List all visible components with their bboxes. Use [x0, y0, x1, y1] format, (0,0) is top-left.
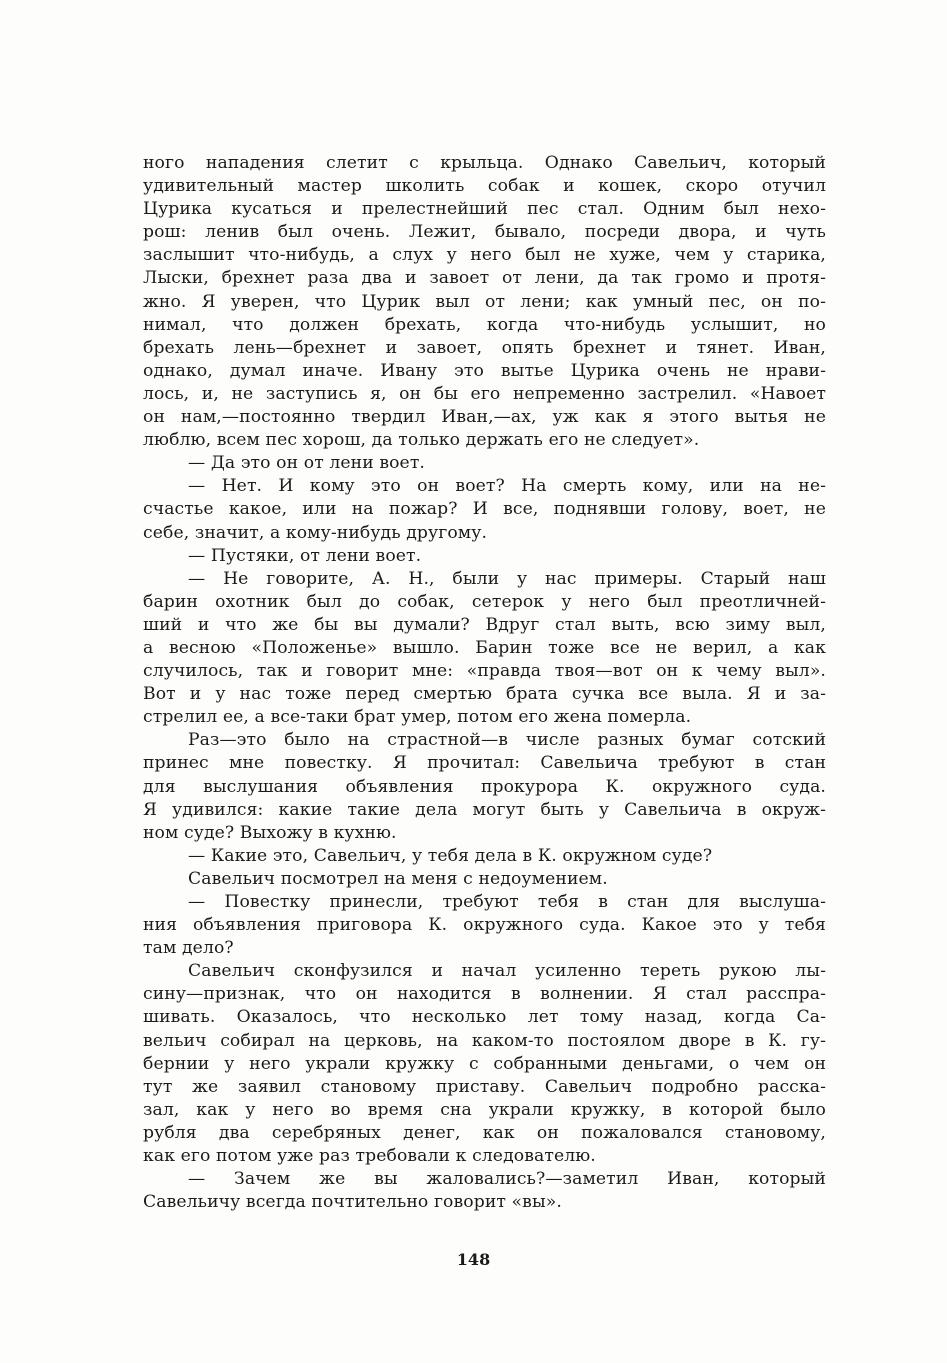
text-line: сину—признак, что он находится в волнении. Я стал расспра- — [143, 984, 826, 1005]
text-line: случилось, так и говорит мне: «правда твоя—вот он к чему выл». — [143, 661, 826, 682]
text-line: — Какие это, Савельич, у тебя дела в К. окружном суде? — [188, 845, 713, 866]
text-line: жно. Я уверен, что Цурик выл от лени; как умный пес, он по- — [143, 291, 826, 312]
text-line: брехать лень—брехнет и завоет, опять брехнет и тянет. Иван, — [143, 337, 826, 358]
text-line: вельич собирал на церковь, на каком-то постоялом дворе в К. гу- — [143, 1030, 826, 1051]
text-line: удивительный мастер школить собак и кошек, скоро отучил — [143, 176, 826, 197]
text-line: Лыски, брехнет раза два и завоет от лени, да так громо и протя- — [143, 268, 826, 289]
text-line: — Да это он от лени воет. — [188, 453, 425, 474]
text-line: стрелил ее, а все-таки брат умер, потом его жена померла. — [143, 707, 692, 728]
body-text — [143, 152, 826, 1214]
text-line: ном суде? Выхожу в кухню. — [143, 822, 397, 843]
text-line: принес мне повестку. Я прочитал: Савельича требуют в стан — [143, 753, 826, 774]
text-line: Савельичу всегда почтительно говорит «вы». — [143, 1192, 562, 1213]
text-line: ния объявления приговора К. окружного суда. Какое это у тебя — [143, 915, 826, 936]
text-line: рош: ленив был очень. Лежит, бывало, посреди двора, и чуть — [143, 222, 826, 243]
text-line: ного нападения слетит с крыльца. Однако Савельич, который — [143, 153, 826, 173]
text-line: Я удивился: какие такие дела могут быть у Савельича в окруж- — [143, 799, 826, 820]
text-line: Цурика кусаться и прелестнейший пес стал. Одним был нехо- — [143, 199, 826, 220]
text-line: Раз—это было на страстной—в числе разных бумаг сотский — [188, 730, 826, 751]
text-line: как его потом уже раз требовали к следователю. — [143, 1146, 596, 1167]
text-line: лось, и, не заступись я, он бы его непременно застрелил. «Навоет — [143, 383, 826, 404]
text-line: себе, значит, а кому-нибудь другому. — [143, 522, 488, 543]
text-line: зал, как у него во время сна украли кружку, в которой было — [143, 1099, 826, 1120]
text-line: барин охотник был до собак, сетерок у него был преотличней- — [143, 591, 826, 612]
text-line: ший и что же бы вы думали? Вдруг стал выть, всю зиму выл, — [143, 614, 826, 635]
text-line: счастье какое, или на пожар? И все, поднявши голову, воет, не — [143, 499, 826, 520]
text-line: а весною «Положенье» вышло. Барин тоже все не верил, а как — [143, 637, 826, 658]
text-line: рубля два серебряных денег, как он пожаловался становому, — [143, 1122, 826, 1143]
page-number: 148 — [456, 1250, 491, 1269]
text-line: люблю, всем пес хорош, да только держать его не следует». — [143, 430, 700, 451]
text-line: нимал, что должен брехать, когда что-нибудь услышит, но — [143, 314, 826, 335]
text-line: Савельич сконфузился и начал усиленно тереть рукою лы- — [188, 961, 826, 982]
text-line: — Нет. И кому это он воет? На смерть кому, или на не- — [188, 476, 826, 497]
text-line: — Пустяки, от лени воет. — [188, 545, 422, 566]
text-line: — Зачем же вы жаловались?—заметил Иван, который — [188, 1169, 826, 1190]
text-line: — Повестку принесли, требуют тебя в стан для выслуша- — [188, 892, 826, 912]
text-line: однако, думал иначе. Ивану это вытье Цурика очень не нрави- — [143, 360, 826, 381]
text-line: там дело? — [143, 938, 234, 959]
text-line: шивать. Оказалось, что несколько лет тому назад, когда Са- — [143, 1007, 826, 1028]
text-line: Вот и у нас тоже перед смертью брата сучка все выла. Я и за- — [143, 684, 826, 705]
text-line: тут же заявил становому приставу. Савельич подробно расска- — [143, 1076, 826, 1097]
text-line: заслышит что-нибудь, а слух у него был не хуже, чем у старика, — [143, 245, 826, 266]
text-line: для выслушания объявления прокурора К. окружного суда. — [143, 776, 826, 797]
text-line: Савельич посмотрел на меня с недоумением. — [188, 868, 608, 889]
text-line: — Не говорите, А. Н., были у нас примеры. Старый наш — [188, 568, 826, 589]
text-line: бернии у него украли кружку с собранными деньгами, о чем он — [143, 1053, 826, 1074]
text-line: он нам,—постоянно твердил Иван,—ах, уж как я этого вытья не — [143, 407, 826, 428]
